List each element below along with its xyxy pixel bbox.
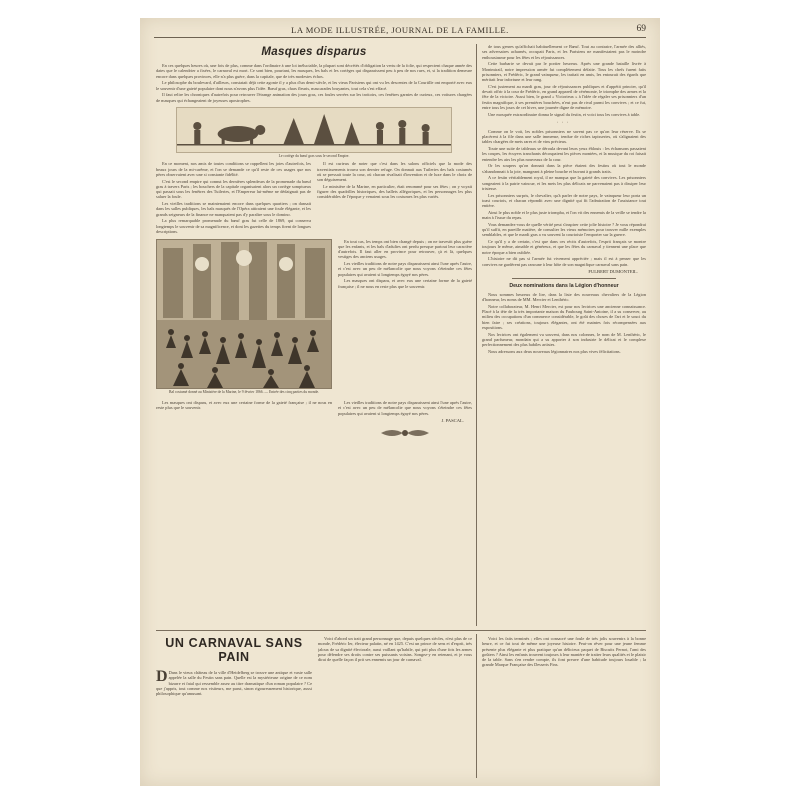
article-masques-disparus	[156, 44, 472, 626]
signature-dumonteil: FULBERT DUMONTEIL.	[588, 268, 638, 274]
article-paragraph: Notre collaborateur, M. Henri Mercier, est pour nos lectrices une ancienne connaissance. Placé à la tête de la très importante maison du Faubourg Saint-Antoine, il a su conserver, au milieu des occupations d'un commerce considérable, le goût des choses de l'art et le souci du bien faire ; ses créations, toujours élégantes, ont été maintes fois récompensées aux expositions.	[482, 303, 646, 330]
article-paragraph: Une mosquée extraordinaire donna le signal du festin, et voici tous les convives à table.	[488, 111, 641, 117]
newspaper-page	[140, 18, 660, 786]
ballroom-figure	[156, 239, 332, 398]
page-header	[154, 24, 646, 38]
article-title-legion: Deux nominations dans la Légion d'honneur	[509, 282, 619, 289]
article-paragraph: Les masques ont disparu, et avec eux une certaine forme de la gaieté française ; il ne nous en reste plus que le souvenir.	[338, 278, 472, 289]
carnaval-paragraph: Dans le vieux château de la ville d'Heidelberg se trouve une antique et vaste salle appelée la salle du Festin sans pain. Quelle est la mystérieuse origine de ce nom bizarre et fatal qui ressemble assez au titre dramatique d'un roman populaire ? Ce que j'appris, tout comme nos visiteurs, me parut, sinon rigoureusement historique, aussi philosophique qu'amusant.	[156, 670, 312, 696]
two-column-body	[156, 161, 472, 235]
article-paragraph: de tous genres qu'affichait habituellement ce Bœuf. Tout au contraire, l'armée des alliés, ses adversaires acharnés, occupait Paris, et les Parisiens ne manifestaient pas le moindre enthousiasme pour les fêtes et les réjouissances.	[482, 44, 646, 60]
article-paragraph: Comme on le voit, les nobles prisonniers ne savent pas ce qu'on leur réserve. Ils se placèrent à la file dans une salle immense, tendue de riches tapisseries, où s'alignaient des tables chargées de mets rares et de vins précieux.	[482, 128, 646, 145]
article-paragraph: Il est curieux de noter que c'est dans les salons officiels que la mode des travestissements trouva son dernier refuge. On donnait aux Tuileries des bals costumés où se pressait toute la cour, où chacun rivalisait d'invention et de luxe dans le choix de son déguisement.	[317, 161, 472, 182]
body-column-wrap	[338, 239, 472, 398]
article-paragraph: Les vieilles traditions de notre pays disparaissent ainsi l'une après l'autre, et c'est avec un peu de mélancolie que nous voyons s'éteindre ces fêtes populaires qui avaient si longtemps égayé nos pères.	[338, 261, 472, 277]
article-paragraph: Les prisonniers surpris, le chevalier, qu'à parler de notre pays, le vainqueur leur porta un toast courtois, et chacun répondit avec une dignité qui fit l'admiration de l'assistance tout entière.	[482, 192, 646, 208]
closing-right	[338, 400, 472, 440]
article-paragraph: Nous sommes heureux de lire, dans la liste des nouveaux chevaliers de la Légion d'honneur, les noms de MM. Mercier et Lenthéric.	[482, 291, 646, 302]
article-paragraph: Les vieilles traditions de notre pays disparaissent ainsi l'une après l'autre, et c'est avec un peu de mélancolie que nous voyons s'éteindre ces fêtes populaires qui avaient si longtemps égayé nos pères.	[338, 400, 472, 416]
article-title-masques: Masques disparus	[261, 46, 367, 58]
short-rule	[512, 278, 616, 279]
article-paragraph: Les vieilles traditions se maintenaient encore dans quelques quartiers ; on dansait dans les salles publiques, les bals masqués de l'Opéra attiraient une foule élégante, et les grands seigneurs de la finance ne manquaient pas d'y paraître sous le domino.	[156, 201, 311, 217]
body-column-right	[317, 161, 472, 235]
article-paragraph: Ainsi le plus noble et le plus juste triompha, et l'on vit des ennemis de la veille se tendre la main à l'issue du repas.	[482, 209, 646, 220]
article-paragraph: Cette barbarie se devait par le portier heureux. Après une grande bataille livrée à Montmirail, notre impression armée fut complètement défaite. Tous les chefs furent faits prisonniers, et Frédéric, le grand vainqueur, les traitait en amis, les entourait des égards que méritait leur infortune et leur rang.	[482, 61, 646, 82]
section-separator: ···	[556, 119, 572, 126]
article-paragraph: En tout cas, les temps ont bien changé depuis ; on ne travestit plus guère que les enfants, et les bals d'adultes ont perdu presque partout leur caractère d'autrefois. Il faut aller en province pour retrouver, çà et là, quelques vestiges des anciens usages.	[338, 238, 472, 260]
column-divider	[476, 44, 477, 626]
article-paragraph: Nous adressons aux deux nouveaux légionnaires nos plus vives félicitations.	[488, 348, 621, 354]
section-divider	[156, 630, 646, 631]
carnaval-text-1	[156, 670, 312, 696]
engraving-ballroom	[156, 239, 332, 389]
engraving-caption: Le cortège du bœuf gras sous le second Empire.	[278, 153, 350, 158]
article-title-carnaval: UN CARNAVAL SANS PAIN	[165, 636, 303, 664]
article-paragraph: En ce moment, nos amis de toutes conditions se rappellent les joies d'autrefois, les beaux jours de la mi-carême, et l'on se demande ce qu'il reste de ces usages que nos pères observaient avec une si constante fidélité.	[156, 161, 311, 177]
article-paragraph: Il faut relire les chroniques d'autrefois pour retrouver l'étrange animation des jours gras, ces foules serrées sur les trottoirs, ces fenêtres garnies de curieux, ces voitures chargées de masques qui échangeaient de joyeuses apostrophes.	[156, 92, 472, 103]
body-column-left	[156, 161, 311, 235]
carnaval-paragraph: Voici d'abord un trait grand personnage que, depuis quelques siècles, n'est plus de ce monde, Frédéric Ier, électeur palatin, né en 1425. C'est un prince de sens et d'esprit, très jaloux de sa dignité électorale, aussi vaillant qu'habile, qui prit plus d'une fois les armes pour défendre ses droits contre ses puissants voisins. Songez-y en retenant, et je vous dirai de quelle façon il prit ses ennemis un jour de carnaval.	[318, 636, 472, 662]
engraving-boeuf-gras	[176, 107, 452, 153]
article-paragraph: Vous demandez-vous de quelle vérité peut s'inspirer cette jolie histoire ? Je vous répondrai qu'il suffit, en pareille matière, de consulter les vieux mémoires pour trouver mille exemples semblables, et que le mardi gras a vu souvent la courtoisie l'emporter sur la guerre.	[482, 221, 646, 238]
column-divider	[476, 634, 477, 778]
article-paragraph: A ce festin véritablement royal, il ne manqua que la gaieté des convives. Les prisonniers songeaient à la patrie vaincue, et les mets les plus délicats ne parvenaient pas à dissiper leur tristesse.	[482, 175, 646, 191]
article-paragraph: Les masques ont disparu, et avec eux une certaine forme de la gaieté française ; il ne nous en reste plus que le souvenir.	[156, 400, 332, 411]
article-paragraph: Ce qu'il y a de certain, c'est que dans ces récits d'autrefois, l'esprit français se montre toujours le même, aimable et généreux, et que les fêtes du carnaval y tiennent une place que notre époque a bien oubliée.	[482, 239, 646, 255]
article-paragraph: En ces quelques heures où, une fois de plus, comme dans l'ordinaire à une loi inéluctable, la plupart sont décrétés d'obligation la vertu de la folie, qui respectent chaque année des dates que le calendrier a fixées, le carnaval est mort. Ce sont bien, pourtant, les masques, les bals et les cortèges qui disparaissent peu à peu de nos rues, et, si la tradition demeure encore dans quelques provinces, elle n'a plus guère, dans la capitale, que de très modestes échos.	[156, 63, 472, 79]
ballroom-block	[156, 239, 472, 398]
article-paragraph: L'histoire ne dit pas si l'armée fut vivement appréciée ; mais il est à penser que les convives ne gardèrent pas rancune à leur hôte de son magnifique carnaval sans pain.	[482, 256, 646, 267]
carnaval-col-2	[318, 636, 472, 776]
article-paragraph: La plus remarquable promenade du bœuf gras fut celle de 1869, qui conserva longtemps le souvenir de sa magnificence, et dont les gazettes du temps firent de longues descriptions.	[156, 218, 312, 234]
ornament-vignette	[379, 426, 431, 440]
carnaval-col-1	[156, 636, 312, 776]
signature-pascal: J. PASCAL.	[441, 417, 464, 423]
engraving-caption: Bal costumé donné au Ministère de la Marine, le 9 février 1866. — Entrée des cinq parties du monde.	[168, 389, 319, 394]
article-paragraph: Le ministère de la Marine, en particulier, était renommé pour ses fêtes ; on y voyait figurer des quadrilles historiques, des ballets allégoriques, et les personnages les plus considérables de l'époque y venaient sous les costumes les plus variés.	[317, 183, 472, 200]
closing-columns	[156, 400, 472, 440]
article-paragraph: C'est le second empire qui connut les dernières splendeurs de la promenade du bœuf gras à travers Paris ; les bouchers de la capitale organisaient alors un cortège somptueux qui passait sous les fenêtres des Tuileries, et l'Empereur lui-même ne dédaignait pas de saluer la foule.	[156, 178, 311, 200]
article-paragraph: Le philosophe du boulevard, d'ailleurs, constatait déjà cette agonie il y a plus d'un demi-siècle, et les vieux Parisiens qui ont vu les descentes de la Courtille ont emporté avec eux le souvenir d'une gaieté populaire dont nous n'avons plus l'idée. Bœuf gras, chars fleuris, mascarades bruyantes, tout cela s'est effacé.	[156, 80, 472, 91]
article-paragraph: Toute une suite de tableaux se déroula devant leurs yeux éblouis : les échansons passaient les coupes, les écuyers tranchants découpaient les pièces montées, et la musique du roi faisait entendre les airs les plus nouveaux de la cour.	[482, 146, 646, 162]
closing-left	[156, 400, 332, 440]
page-number: 69	[636, 24, 646, 34]
carnaval-paragraph: Voici les faits terminés ; elles ont consacré une foule de très jolis souvenirs à la bonne heure, et ce fut tout de même une joyeuse histoire. Peut-on rêver pour une jeune femme présente plus élégante et plus pratique qu'un délicieux paquet de Biscuits Pernot, l'ami des goûters ? Ainsi les enfants trouvent toujours à leur manière de traiter leurs qualités et le plaisir de la table. Sans s'en rendre compte, ils font preuve d'une habitude toujours louable ; la grande Marque Française des Desserts Fins.	[482, 636, 646, 668]
carnaval-col-3	[482, 636, 646, 776]
article-paragraph: Nos lectrices ont également vu souvent, dans nos colonnes, le nom de M. Lenthéric, le grand parfumeur, mondain qui a su apporter à son industrie le délicat et le complexe perfectionnement des plus habiles artistes.	[482, 331, 646, 347]
journal-title: LA MODE ILLUSTRÉE, JOURNAL DE LA FAMILLE.	[291, 25, 509, 35]
article-right-column	[482, 44, 646, 626]
article-paragraph: Or les soupers qu'on donnait dans la pièce étaient des festins où tout le monde s'abandonnait à la joie, mangeant à pleine bouche et buvant à grands traits.	[482, 163, 646, 174]
drop-cap: D	[156, 668, 168, 685]
article-paragraph: C'est justement au mardi gras, jour de réjouissances publiques et d'appétit princier, qu'il devait offrir à la cour de Frédéric, en grand appareil de cérémonie, le triomphe des armes et la fête de la victoire. Aussi bien, le grand « Victorieux » à l'idée de régaler ses prisonniers d'un festin magnifique, à ses premières bouchées, n'eut pas de rival parmi les convives ; et ce fut, entre tous les jours de cet hiver, une journée digne de mémoire.	[482, 83, 646, 110]
